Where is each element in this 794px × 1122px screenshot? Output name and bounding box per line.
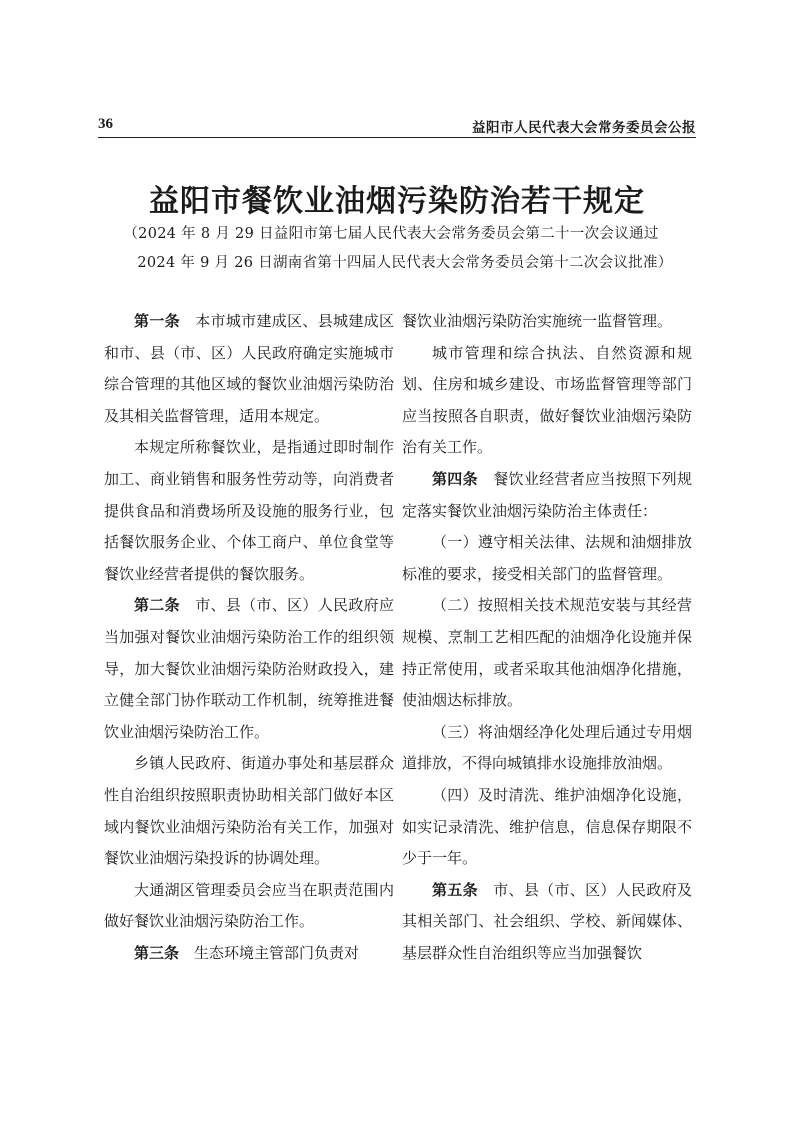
paragraph: 大通湖区管理委员会应当在职责范围内做好餐饮业油烟污染防治工作。 [104, 880, 394, 931]
list-item: （三）将油烟经净化处理后通过专用烟道排放，不得向城镇排水设施排放油烟。 [402, 722, 692, 773]
article-heading: 第五条 [432, 880, 478, 899]
paragraph: 城市管理和综合执法、自然资源和规划、住房和城乡建设、市场监督管理等部门应当按照各自职责，做好餐饮业油烟污染防治有关工作。 [402, 343, 692, 457]
page-header [98, 116, 696, 138]
left-column [104, 306, 394, 969]
article-2 [104, 590, 394, 748]
article-1 [104, 306, 394, 432]
article-text: 餐饮业经营者应当按照下列规定落实餐饮业油烟污染防治主体责任： [402, 469, 692, 520]
header-rule [98, 137, 696, 138]
article-heading: 第三条 [134, 943, 180, 962]
article-heading: 第一条 [134, 312, 180, 330]
article-text: 本市城市建成区、县城建成区和市、县（市、区）人民政府确定实施城市综合管理的其他区域的餐饮业油烟污染防治及其相关监督管理，适用本规定。 [104, 312, 394, 425]
article-heading: 第二条 [134, 596, 180, 615]
article-3 [104, 938, 394, 970]
list-item: （四）及时清洗、维护油烟净化设施，如实记录清洗、维护信息，信息保存期限不少于一年。 [402, 785, 692, 868]
right-column [402, 306, 692, 969]
paragraph-continuation: 餐饮业油烟污染防治实施统一监督管理。 [402, 312, 673, 330]
page-number: 36 [98, 116, 113, 132]
list-item: （二）按照相关技术规范安装与其经营规模、烹制工艺相匹配的油烟净化设施并保持正常使用，或者采取其他油烟净化措施，使油烟达标排放。 [402, 596, 692, 710]
article-5 [402, 875, 692, 970]
list-item: （一）遵守相关法律、法规和油烟排放标准的要求，接受相关部门的监督管理。 [402, 533, 692, 583]
article-heading: 第四条 [432, 469, 478, 488]
article-text: 生态环境主管部门负责对 [179, 943, 360, 962]
paragraph: 乡镇人民政府、街道办事处和基层群众性自治组织按照职责协助相关部门做好本区域内餐饮业油烟污染防治有关工作，加强对餐饮业油烟污染投诉的协调处理。 [104, 754, 394, 868]
article-text: 市、县（市、区）人民政府应当加强对餐饮业油烟污染防治工作的组织领导，加大餐饮业油烟污染防治财政投入，建立健全部门协作联动工作机制，统筹推进餐饮业油烟污染防治工作。 [104, 596, 394, 741]
journal-name: 益阳市人民代表大会常务委员会公报 [472, 120, 696, 136]
article-text: 市、县（市、区）人民政府及其相关部门、社会组织、学校、新闻媒体、基层群众性自治组织等应当加强餐饮 [402, 880, 692, 962]
paragraph: 本规定所称餐饮业，是指通过即时制作加工、商业销售和服务性劳动等，向消费者提供食品和消费场所及设施的服务行业，包括餐饮服务企业、个体工商户、单位食堂等餐饮业经营者提供的餐饮服务。 [104, 438, 394, 583]
article-4 [402, 464, 692, 527]
document-title: 益阳市餐饮业油烟污染防治若干规定 [149, 184, 645, 219]
subtitle-line-2: 2024 年 9 月 26 日湖南省第十四届人民代表大会常务委员会第十二次会议批准） [137, 255, 673, 271]
subtitle-line-1: （2024 年 8 月 29 日益阳市第七届人民代表大会常务委员会第二十一次会议通过 [123, 226, 659, 242]
